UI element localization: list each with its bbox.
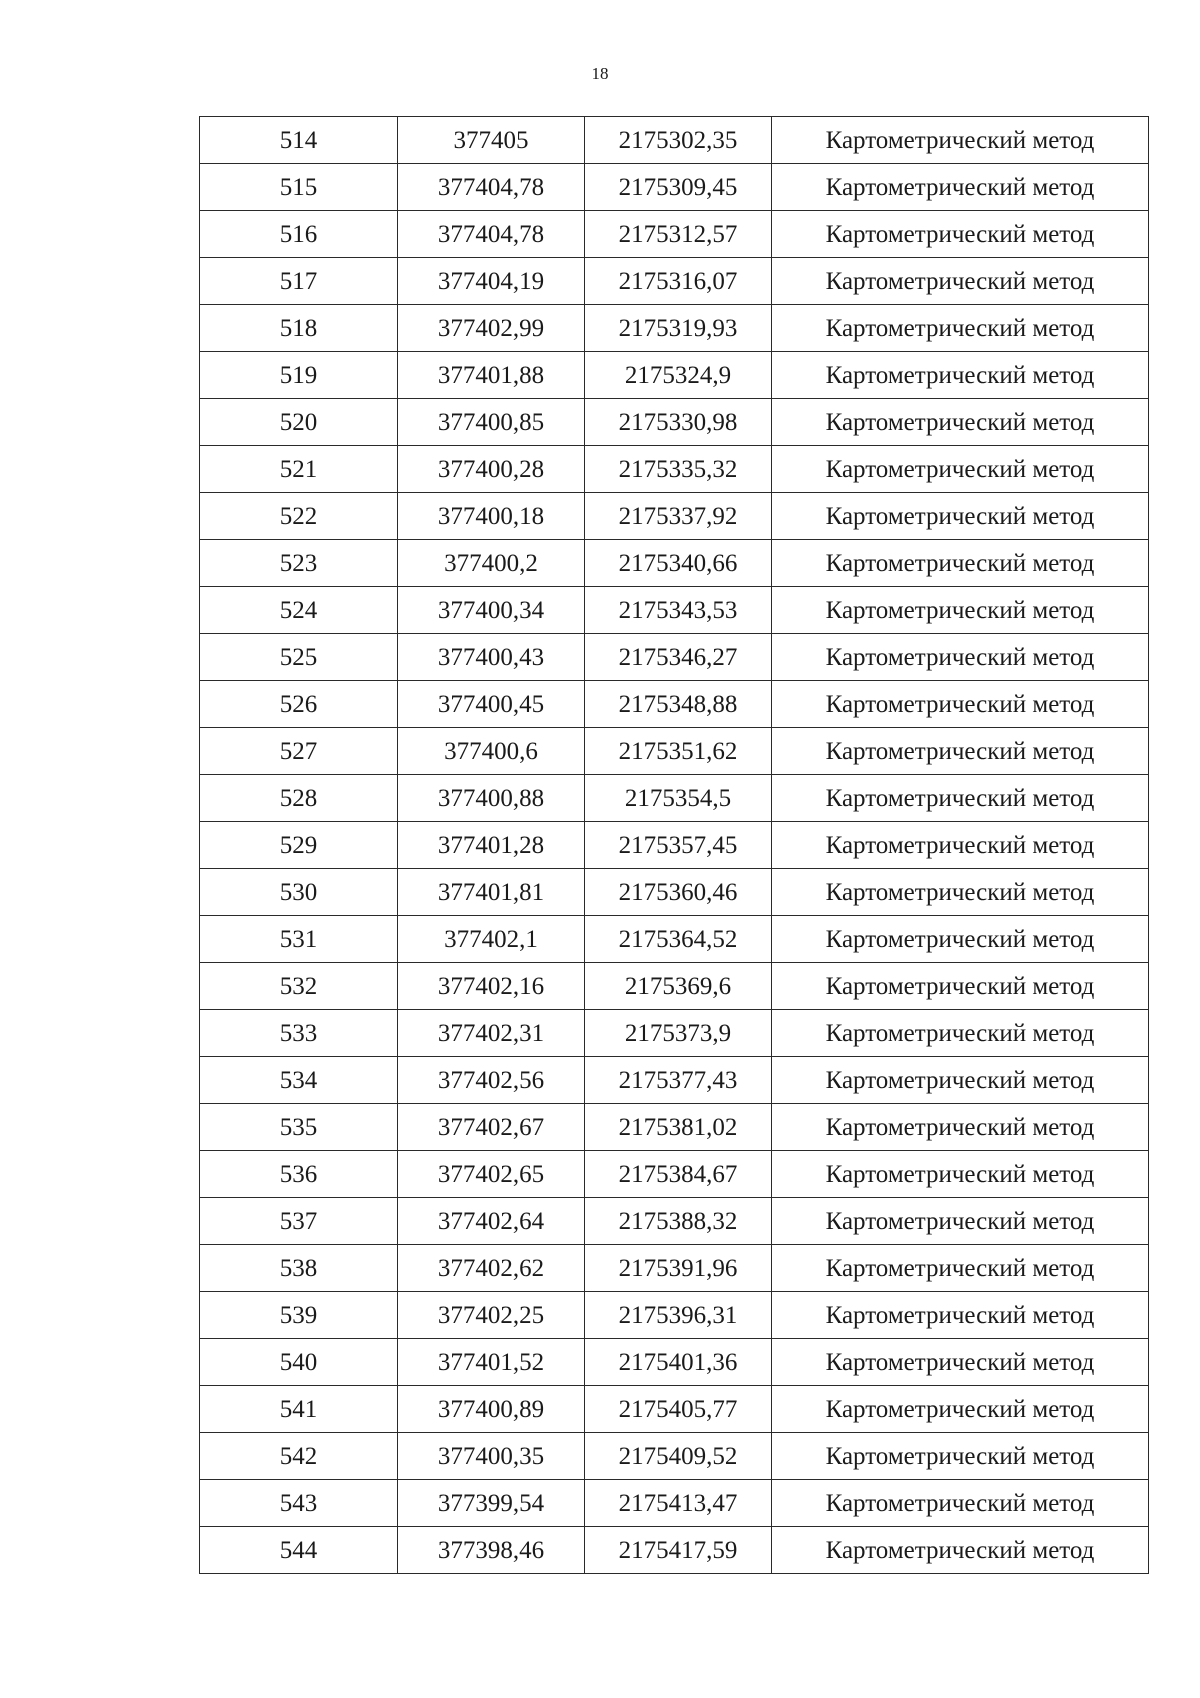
point-number-cell: 535	[200, 1104, 398, 1151]
method-cell: Картометрический метод	[772, 446, 1149, 493]
y-coordinate-cell: 2175312,57	[585, 211, 772, 258]
table-row	[200, 634, 1149, 681]
method-cell: Картометрический метод	[772, 916, 1149, 963]
x-coordinate-cell: 377404,19	[398, 258, 585, 305]
table-row	[200, 540, 1149, 587]
method-cell: Картометрический метод	[772, 775, 1149, 822]
method-cell: Картометрический метод	[772, 305, 1149, 352]
point-number-cell: 515	[200, 164, 398, 211]
table-row	[200, 1292, 1149, 1339]
method-cell: Картометрический метод	[772, 258, 1149, 305]
table-row	[200, 963, 1149, 1010]
y-coordinate-cell: 2175357,45	[585, 822, 772, 869]
table-row	[200, 1386, 1149, 1433]
y-coordinate-cell: 2175335,32	[585, 446, 772, 493]
method-cell: Картометрический метод	[772, 117, 1149, 164]
point-number-cell: 541	[200, 1386, 398, 1433]
y-coordinate-cell: 2175337,92	[585, 493, 772, 540]
method-cell: Картометрический метод	[772, 1010, 1149, 1057]
method-cell: Картометрический метод	[772, 587, 1149, 634]
x-coordinate-cell: 377402,67	[398, 1104, 585, 1151]
method-cell: Картометрический метод	[772, 1386, 1149, 1433]
y-coordinate-cell: 2175384,67	[585, 1151, 772, 1198]
y-coordinate-cell: 2175343,53	[585, 587, 772, 634]
y-coordinate-cell: 2175417,59	[585, 1527, 772, 1574]
x-coordinate-cell: 377400,18	[398, 493, 585, 540]
table-row	[200, 728, 1149, 775]
table-row	[200, 1433, 1149, 1480]
method-cell: Картометрический метод	[772, 1480, 1149, 1527]
table-row	[200, 305, 1149, 352]
point-number-cell: 530	[200, 869, 398, 916]
table-row	[200, 916, 1149, 963]
point-number-cell: 517	[200, 258, 398, 305]
table-row	[200, 1057, 1149, 1104]
point-number-cell: 529	[200, 822, 398, 869]
point-number-cell: 544	[200, 1527, 398, 1574]
x-coordinate-cell: 377402,25	[398, 1292, 585, 1339]
method-cell: Картометрический метод	[772, 1057, 1149, 1104]
method-cell: Картометрический метод	[772, 1245, 1149, 1292]
point-number-cell: 527	[200, 728, 398, 775]
point-number-cell: 543	[200, 1480, 398, 1527]
x-coordinate-cell: 377402,64	[398, 1198, 585, 1245]
x-coordinate-cell: 377400,89	[398, 1386, 585, 1433]
y-coordinate-cell: 2175360,46	[585, 869, 772, 916]
table-row	[200, 1245, 1149, 1292]
y-coordinate-cell: 2175351,62	[585, 728, 772, 775]
x-coordinate-cell: 377405	[398, 117, 585, 164]
x-coordinate-cell: 377402,31	[398, 1010, 585, 1057]
method-cell: Картометрический метод	[772, 211, 1149, 258]
y-coordinate-cell: 2175409,52	[585, 1433, 772, 1480]
x-coordinate-cell: 377402,99	[398, 305, 585, 352]
point-number-cell: 519	[200, 352, 398, 399]
table-row	[200, 587, 1149, 634]
table-row	[200, 681, 1149, 728]
table-row	[200, 775, 1149, 822]
point-number-cell: 525	[200, 634, 398, 681]
coordinates-table	[199, 116, 1149, 1574]
table-row	[200, 869, 1149, 916]
table-row	[200, 352, 1149, 399]
method-cell: Картометрический метод	[772, 1433, 1149, 1480]
x-coordinate-cell: 377400,35	[398, 1433, 585, 1480]
page-number: 18	[591, 64, 609, 83]
method-cell: Картометрический метод	[772, 869, 1149, 916]
x-coordinate-cell: 377400,2	[398, 540, 585, 587]
method-cell: Картометрический метод	[772, 1151, 1149, 1198]
y-coordinate-cell: 2175401,36	[585, 1339, 772, 1386]
x-coordinate-cell: 377400,34	[398, 587, 585, 634]
x-coordinate-cell: 377400,85	[398, 399, 585, 446]
method-cell: Картометрический метод	[772, 822, 1149, 869]
point-number-cell: 533	[200, 1010, 398, 1057]
y-coordinate-cell: 2175364,52	[585, 916, 772, 963]
point-number-cell: 516	[200, 211, 398, 258]
x-coordinate-cell: 377402,1	[398, 916, 585, 963]
method-cell: Картометрический метод	[772, 1292, 1149, 1339]
x-coordinate-cell: 377404,78	[398, 211, 585, 258]
coordinates-table-body	[200, 117, 1149, 1574]
point-number-cell: 542	[200, 1433, 398, 1480]
method-cell: Картометрический метод	[772, 1104, 1149, 1151]
y-coordinate-cell: 2175373,9	[585, 1010, 772, 1057]
y-coordinate-cell: 2175340,66	[585, 540, 772, 587]
x-coordinate-cell: 377402,16	[398, 963, 585, 1010]
method-cell: Картометрический метод	[772, 1527, 1149, 1574]
y-coordinate-cell: 2175324,9	[585, 352, 772, 399]
table-row	[200, 1339, 1149, 1386]
x-coordinate-cell: 377401,81	[398, 869, 585, 916]
point-number-cell: 539	[200, 1292, 398, 1339]
point-number-cell: 531	[200, 916, 398, 963]
point-number-cell: 532	[200, 963, 398, 1010]
table-row	[200, 1198, 1149, 1245]
method-cell: Картометрический метод	[772, 681, 1149, 728]
y-coordinate-cell: 2175377,43	[585, 1057, 772, 1104]
method-cell: Картометрический метод	[772, 634, 1149, 681]
method-cell: Картометрический метод	[772, 164, 1149, 211]
x-coordinate-cell: 377401,28	[398, 822, 585, 869]
point-number-cell: 540	[200, 1339, 398, 1386]
x-coordinate-cell: 377402,62	[398, 1245, 585, 1292]
x-coordinate-cell: 377400,28	[398, 446, 585, 493]
method-cell: Картометрический метод	[772, 540, 1149, 587]
table-row	[200, 211, 1149, 258]
point-number-cell: 523	[200, 540, 398, 587]
x-coordinate-cell: 377400,43	[398, 634, 585, 681]
y-coordinate-cell: 2175346,27	[585, 634, 772, 681]
table-row	[200, 1104, 1149, 1151]
y-coordinate-cell: 2175405,77	[585, 1386, 772, 1433]
y-coordinate-cell: 2175316,07	[585, 258, 772, 305]
x-coordinate-cell: 377399,54	[398, 1480, 585, 1527]
y-coordinate-cell: 2175396,31	[585, 1292, 772, 1339]
table-row	[200, 1010, 1149, 1057]
y-coordinate-cell: 2175319,93	[585, 305, 772, 352]
y-coordinate-cell: 2175413,47	[585, 1480, 772, 1527]
y-coordinate-cell: 2175391,96	[585, 1245, 772, 1292]
table-row	[200, 1480, 1149, 1527]
point-number-cell: 526	[200, 681, 398, 728]
method-cell: Картометрический метод	[772, 963, 1149, 1010]
x-coordinate-cell: 377398,46	[398, 1527, 585, 1574]
method-cell: Картометрический метод	[772, 352, 1149, 399]
x-coordinate-cell: 377401,88	[398, 352, 585, 399]
x-coordinate-cell: 377400,45	[398, 681, 585, 728]
point-number-cell: 536	[200, 1151, 398, 1198]
y-coordinate-cell: 2175309,45	[585, 164, 772, 211]
method-cell: Картометрический метод	[772, 493, 1149, 540]
point-number-cell: 514	[200, 117, 398, 164]
x-coordinate-cell: 377402,65	[398, 1151, 585, 1198]
table-row	[200, 446, 1149, 493]
table-row	[200, 399, 1149, 446]
table-row	[200, 822, 1149, 869]
point-number-cell: 537	[200, 1198, 398, 1245]
x-coordinate-cell: 377400,88	[398, 775, 585, 822]
x-coordinate-cell: 377404,78	[398, 164, 585, 211]
point-number-cell: 524	[200, 587, 398, 634]
x-coordinate-cell: 377401,52	[398, 1339, 585, 1386]
method-cell: Картометрический метод	[772, 399, 1149, 446]
table-row	[200, 1527, 1149, 1574]
y-coordinate-cell: 2175354,5	[585, 775, 772, 822]
y-coordinate-cell: 2175302,35	[585, 117, 772, 164]
table-row	[200, 258, 1149, 305]
point-number-cell: 518	[200, 305, 398, 352]
x-coordinate-cell: 377402,56	[398, 1057, 585, 1104]
point-number-cell: 528	[200, 775, 398, 822]
point-number-cell: 538	[200, 1245, 398, 1292]
method-cell: Картометрический метод	[772, 1339, 1149, 1386]
table-row	[200, 493, 1149, 540]
table-row	[200, 117, 1149, 164]
table-row	[200, 1151, 1149, 1198]
point-number-cell: 534	[200, 1057, 398, 1104]
table-row	[200, 164, 1149, 211]
y-coordinate-cell: 2175330,98	[585, 399, 772, 446]
x-coordinate-cell: 377400,6	[398, 728, 585, 775]
y-coordinate-cell: 2175369,6	[585, 963, 772, 1010]
y-coordinate-cell: 2175381,02	[585, 1104, 772, 1151]
point-number-cell: 521	[200, 446, 398, 493]
method-cell: Картометрический метод	[772, 1198, 1149, 1245]
y-coordinate-cell: 2175388,32	[585, 1198, 772, 1245]
point-number-cell: 520	[200, 399, 398, 446]
point-number-cell: 522	[200, 493, 398, 540]
method-cell: Картометрический метод	[772, 728, 1149, 775]
y-coordinate-cell: 2175348,88	[585, 681, 772, 728]
